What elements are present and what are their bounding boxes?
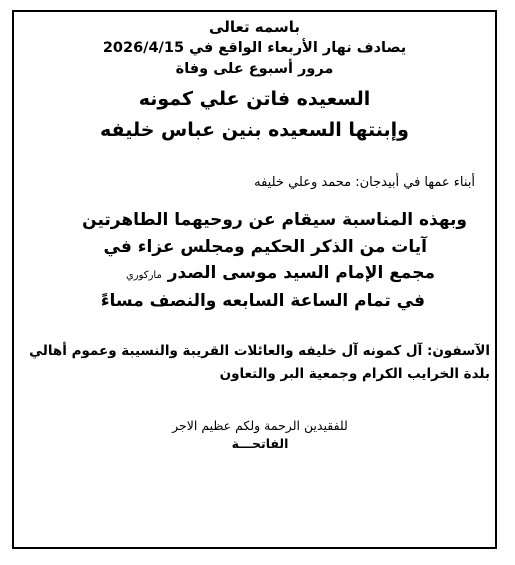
occasion-line-1: وبهذه المناسبة سيقام عن روحيهما الطاهرتين — [82, 210, 467, 230]
occasion-intro: مرور أسبوع على وفاة — [175, 61, 334, 77]
date-line: يصادف نهار الأربعاء الواقع في 2026/4/15 — [102, 40, 407, 56]
closing-prayer: للفقيدين الرحمة ولكم عظيم الاجر — [172, 418, 348, 433]
deceased-name-2: وإبنتها السعيده بنين عباس خليفه — [100, 119, 409, 141]
venue-text: مجمع الإمام السيد موسى الصدر — [167, 263, 435, 283]
deceased-name-1: السعيده فاتن علي كمونه — [138, 88, 371, 110]
opening-invocation: باسمه تعالى — [209, 18, 300, 36]
venue-area: ماركوري — [125, 270, 162, 281]
relatives-line: أبناء عمها في أبيدجان: محمد وعلي خليفه — [254, 175, 475, 190]
mourners-line-2: بلدة الخرايب الكرام وجمعية البر والتعاون — [219, 366, 490, 382]
mourners-line-1: الآسفون: آل كمونه آل خليفه والعائلات القريبة والنسيبة وعموم أهالي — [29, 343, 490, 359]
occasion-line-2: آيات من الذكر الحكيم ومجلس عزاء في — [103, 237, 427, 257]
occasion-line-3 — [126, 265, 435, 282]
occasion-line-4: في تمام الساعة السابعه والنصف مساءً — [100, 291, 425, 311]
closing-fatiha: الفاتحـــة — [231, 436, 289, 451]
